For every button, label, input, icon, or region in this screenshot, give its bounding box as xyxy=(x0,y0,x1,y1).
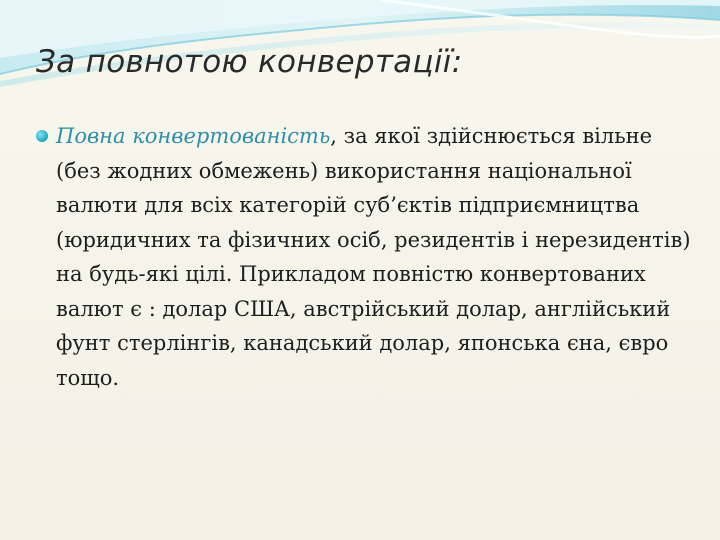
slide-title: За повнотою конвертації: xyxy=(36,44,463,80)
bullet-text: , за якої здійснюється вільне (без жодних обмежень) використання національної валюти для всіх категорій суб’єктів підприємництва (юридичних та фізичних осіб, резидентів і нерезидентів) на будь-які цілі. Прикладом повністю конвертованих валют є : долар США, австрійський долар, англійський фунт стерлінгів, канадський долар, японська єна, євро тощо. xyxy=(56,124,691,390)
slide-content xyxy=(32,119,700,395)
round-bullet-icon xyxy=(36,130,48,142)
bullet-item xyxy=(32,119,700,395)
bullet-highlight-term: Повна конвертованість xyxy=(56,124,331,148)
